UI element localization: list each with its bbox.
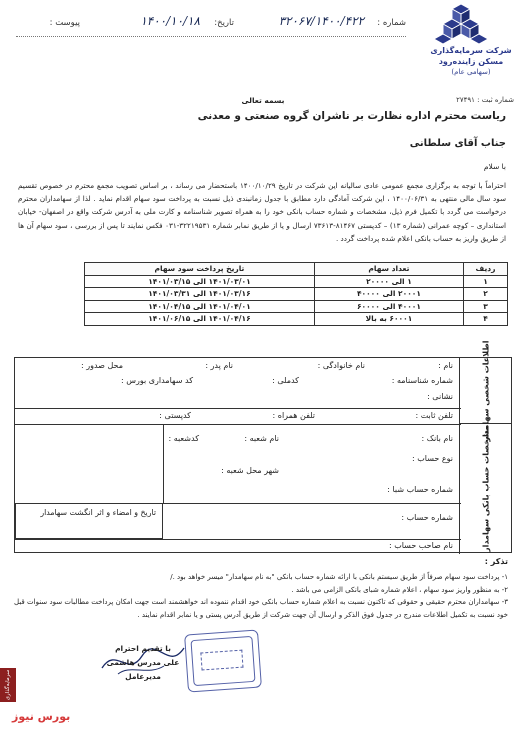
divider — [15, 408, 461, 409]
shareholder-form — [14, 339, 512, 553]
branch-city-field[interactable]: شهر محل شعبه : — [221, 466, 279, 475]
signature-box[interactable] — [15, 503, 163, 539]
mobile-field[interactable]: تلفن همراه : — [272, 411, 315, 420]
notes-title: تذکر : — [484, 557, 508, 566]
father-field[interactable]: نام پدر : — [205, 361, 233, 370]
signer-title: مدیرعامل — [125, 672, 161, 681]
payment-date: ۱۴۰۱/۰۳/۰۱ الی ۱۴۰۱/۰۳/۱۵ — [85, 275, 315, 288]
share-range: ۱ الی ۲۰۰۰۰ — [314, 275, 463, 288]
company-type: (سهامی عام) — [451, 67, 491, 76]
site-watermark: بورس نیوز — [12, 710, 71, 723]
signer-block — [88, 642, 198, 684]
company-name-line1: شرکت سرمایه‌گذاری — [430, 46, 512, 55]
attachment-label: پیوست : — [49, 18, 80, 28]
divider — [15, 424, 461, 425]
postal-code-field[interactable]: کدپستی : — [159, 411, 191, 420]
side-watermark: سرمایه‌گذاری — [0, 668, 16, 702]
recipient-name: جناب آقای سلطانی — [409, 138, 506, 149]
bank-info-section — [459, 424, 511, 554]
row-number: ۳ — [464, 300, 508, 313]
company-name — [416, 46, 526, 77]
payment-date: ۱۴۰۱/۰۴/۰۱ الی ۱۴۰۱/۰۴/۱۵ — [85, 300, 315, 313]
family-field[interactable]: نام خانوادگی : — [317, 361, 365, 370]
number-label: شماره : — [377, 18, 406, 28]
account-number-field[interactable]: شماره حساب : — [401, 513, 453, 522]
recipient-title: ریاست محترم اداره نظارت بر ناشران گروه صنعتی و معدنی — [197, 110, 506, 122]
date-label: تاریخ: — [214, 18, 234, 28]
divider — [163, 424, 164, 503]
company-name-line2: مسکن زاینده‌رود — [438, 56, 504, 66]
col-shares: تعداد سهام — [314, 263, 463, 276]
note-item: ۳- سهامداران محترم حقیقی و حقوقی که تاکنون نسبت به اعلام شماره حساب بانکی خود اقدام ننموده اند خواهشمند است جهت امکان پرداخت مطالبات سود سنوات قبل خود نسبت به تکمیل اطلاعات مندرج در جدول فوق الذکر و ارسال آن جهت شرکت از طریق آدرس پستی و یا نمابر اقدام نمایند . — [14, 598, 508, 619]
branch-code-field[interactable]: کدشعبه : — [168, 434, 199, 443]
number-value: ۳۲۰۶۷/۱۴۰۰/۴۲۲ — [278, 14, 364, 28]
phone-field[interactable]: تلفن ثابت : — [415, 411, 453, 420]
table-row — [85, 275, 508, 288]
share-range: ۴۰۰۰۱ الی ۶۰۰۰۰ — [314, 300, 463, 313]
letter-header — [16, 14, 406, 38]
divider — [15, 539, 461, 540]
greeting: با سلام — [483, 162, 506, 171]
account-type-field[interactable]: نوع حساب : — [412, 454, 453, 463]
notes-list — [14, 571, 508, 621]
bank-name-field[interactable]: نام بانک : — [421, 434, 453, 443]
registration-number: شماره ثبت : ۲۷۴۹۱ — [456, 96, 514, 104]
share-range: ۲۰۰۰۱ الی ۴۰۰۰۰ — [314, 288, 463, 301]
row-number: ۴ — [464, 313, 508, 326]
table-row — [85, 300, 508, 313]
issue-place-field[interactable]: محل صدور : — [80, 361, 123, 370]
payment-schedule-table — [84, 262, 508, 326]
header-rule — [16, 36, 406, 37]
col-row: ردیف — [464, 263, 508, 276]
col-date: تاریخ پرداخت سود سهام — [85, 263, 315, 276]
table-row — [85, 288, 508, 301]
table-row — [85, 313, 508, 326]
national-code-field[interactable]: کدملی : — [272, 376, 299, 385]
personal-info-section — [459, 339, 511, 442]
section-label-personal: اطلاعات شخصی سهامدار — [481, 339, 490, 442]
address-field[interactable]: نشانی : — [427, 392, 453, 401]
closing-text: با تقدیم احترام — [115, 644, 171, 653]
row-number: ۱ — [464, 275, 508, 288]
name-field[interactable]: نام : — [438, 361, 453, 370]
row-number: ۲ — [464, 288, 508, 301]
bismillah: بسمه تعالی — [241, 96, 285, 105]
section-label-bank: مشخصات حساب بانکی سهامدار — [481, 426, 490, 552]
note-item: ۲- به منظور واریز سود سهام ، اعلام شماره شبای بانکی الزامی می باشد . — [291, 585, 508, 594]
signer-name: علی مدرس هاشمی — [106, 658, 180, 667]
date-value: ۱۴۰۰/۱۰/۱۸ — [140, 14, 200, 28]
payment-date: ۱۴۰۱/۰۴/۱۶ الی ۱۴۰۱/۰۶/۱۵ — [85, 313, 315, 326]
share-range: ۶۰۰۰۱ به بالا — [314, 313, 463, 326]
sheba-field[interactable]: شماره حساب شبا : — [387, 485, 453, 494]
account-holder-field[interactable]: نام صاحب حساب : — [388, 541, 453, 550]
cubes-logo-icon — [434, 4, 488, 48]
table-header-row — [85, 263, 508, 276]
note-item: ۱- پرداخت سود سهام صرفاً از طریق سیستم بانکی با ارائه شماره حساب بانکی "به نام سهامدار" میسر خواهد بود ./ — [170, 573, 508, 581]
bourse-code-field[interactable]: کد سهامداری بورس : — [121, 376, 193, 385]
signature-label: تاریخ و امضاء و اثر انگشت سهامدار — [40, 508, 156, 517]
letter-body: احتراماً با توجه به برگزاری مجمع عمومی عادی سالیانه این شرکت در تاریخ ۱۴۰۰/۱۰/۲۹ باستحضار می رساند ، بر اساس تصویب مجمع محترم در خصوص تقسیم سود سال مالی منتهی به ۱۴۰۰/۰۶/۳۱ ، این شرکت آمادگی دارد مطابق با جدول زمانبندی ذیل نسبت به پرداخت سود سهام اقدام نماید . لذا از سهامداران محترم درخواست می گردد با تکمیل فرم ذیل، مشخصات و شماره حساب بانکی خود را به همراه تصویر شناسنامه و کارت ملی به آدرس شرکت واقع در اصفهان- خیابان استانداری – کوچه عمرانی (شماره ۱۳) – کدپستی ۸۱۴۶۷-۷۳۶۱۳ ارسال و یا از طریق نمابر شماره ۳۲۲۱۹۵۳۱-۰۳۱ فکس نمایند تا پس از بررسی ، سود سهام آن ها از طریق واریز به حساب بانکی اعلام شده پرداخت گردد . — [18, 181, 507, 243]
id-number-field[interactable]: شماره شناسنامه : — [391, 376, 453, 385]
branch-name-field[interactable]: نام شعبه : — [244, 434, 279, 443]
payment-date: ۱۴۰۱/۰۳/۱۶ الی ۱۴۰۱/۰۳/۳۱ — [85, 288, 315, 301]
